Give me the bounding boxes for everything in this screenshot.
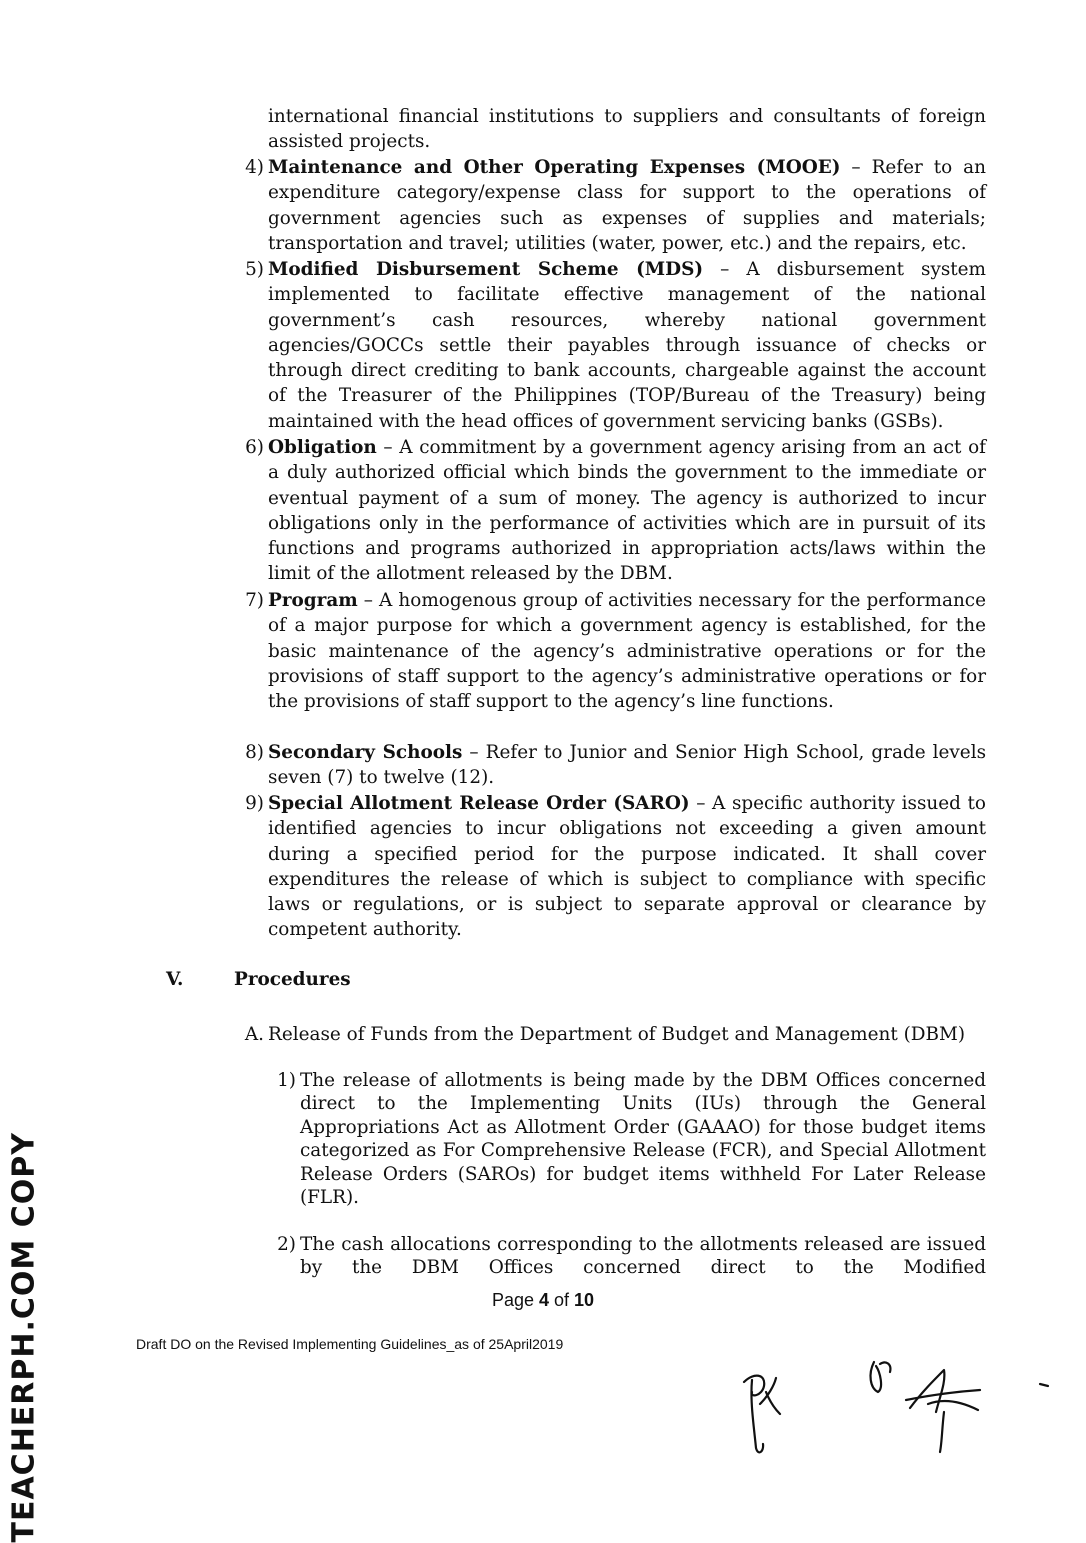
definition-term: Secondary Schools — [268, 742, 463, 763]
page-current: 4 — [538, 1290, 549, 1310]
subsection-letter: A. — [244, 1024, 264, 1045]
section-title: Procedures — [234, 969, 351, 990]
subsection-title: Release of Funds from the Department of Budget and Management (DBM) — [268, 1024, 966, 1045]
definition-item — [245, 740, 987, 791]
definition-number: 6) — [245, 437, 264, 458]
definition-number: 5) — [245, 259, 264, 280]
definition-text: – A commitment by a government agency arising from an act of a duly authorized official which binds the government to the immediate or eventual payment of a sum of money. The agency is authorized to incur obligations only in the performance of activities which are in pursuit of its functions and programs authorized in appropriation acts/laws within the limit of the allotment released by the DBM. — [268, 437, 986, 585]
section-number: V. — [166, 969, 184, 990]
page-total: 10 — [574, 1290, 595, 1310]
definition-item — [245, 257, 986, 434]
intro-continuation: international financial institutions to suppliers and consultants of foreign assisted projects. — [268, 106, 986, 153]
definition-item — [245, 791, 986, 943]
definition-number: 8) — [245, 742, 264, 763]
definition-term: Special Allotment Release Order (SARO) — [268, 793, 690, 814]
definition-number: 9) — [245, 793, 264, 814]
definition-term: Program — [268, 590, 358, 611]
definition-number: 7) — [245, 590, 264, 611]
definition-item — [245, 588, 986, 714]
definition-text: – A homogenous group of activities necessary for the performance of a major purpose for which a government agency is established, for the basic maintenance of the agency’s administrative operations or for the provisions of staff support to the agency’s administrative operations or for the provisions of staff support to the agency’s line functions. — [268, 590, 986, 713]
procedure-item — [277, 1069, 986, 1209]
draft-note: Draft DO on the Revised Implementing Guidelines_as of 25April2019 — [136, 1336, 564, 1352]
definition-term: Modified Disbursement Scheme (MDS) — [268, 259, 704, 280]
procedure-number: 1) — [277, 1070, 296, 1091]
procedure-text: The cash allocations corresponding to the allotments released are issued by the DBM Offices concerned direct to the Modified — [300, 1234, 986, 1279]
definition-text: – Refer to Junior and Senior High School, grade levels seven (7) to twelve (12). — [268, 742, 987, 789]
signature-initials — [730, 1352, 1060, 1462]
definition-term: Maintenance and Other Operating Expenses (MOOE) — [268, 157, 841, 178]
definition-number: 4) — [245, 157, 264, 178]
definition-item — [245, 155, 986, 256]
procedure-item — [277, 1233, 986, 1280]
page-number: Page 4 of 10 — [491, 1290, 595, 1310]
definition-text: – A disbursement system implemented to facilitate effective management of the national government’s cash resources, whereby national government agencies/GOCCs settle their payables through issuance of checks or through direct crediting to bank accounts, chargeable against the account of the Treasurer of the Philippines (TOP/Bureau of the Treasury) being maintained with the head offices of government servicing banks (GSBs). — [268, 259, 986, 432]
definition-text: – A specific authority issued to identified agencies to incur obligations not exceeding a given amount during a specified period for the purpose indicated. It shall cover expenditures the release of which is subject to compliance with specific laws or regulations, or is subject to separate approval or clearance by competent authority. — [268, 793, 986, 941]
definition-item — [245, 435, 986, 587]
definition-term: Obligation — [268, 437, 377, 458]
subsection-heading — [244, 1022, 1008, 1047]
procedure-number: 2) — [277, 1234, 296, 1255]
watermark-text: TEACHERPH.COM COPY — [6, 1132, 42, 1543]
procedure-text: The release of allotments is being made by the DBM Offices concerned direct to the Implementing Units (IUs) through the General Appropriations Act as Allotment Order (GAAAO) for those budget items categorized as For Comprehensive Release (FCR), and Special Allotment Release Orders (SAROs) for budget items withheld For Later Release (FLR). — [300, 1070, 986, 1209]
definition-text: – Refer to an expenditure category/expense class for support to the operations of government agencies such as expenses of supplies and materials; transportation and travel; utilities (water, power, etc.) and the repairs, etc. — [268, 157, 986, 254]
